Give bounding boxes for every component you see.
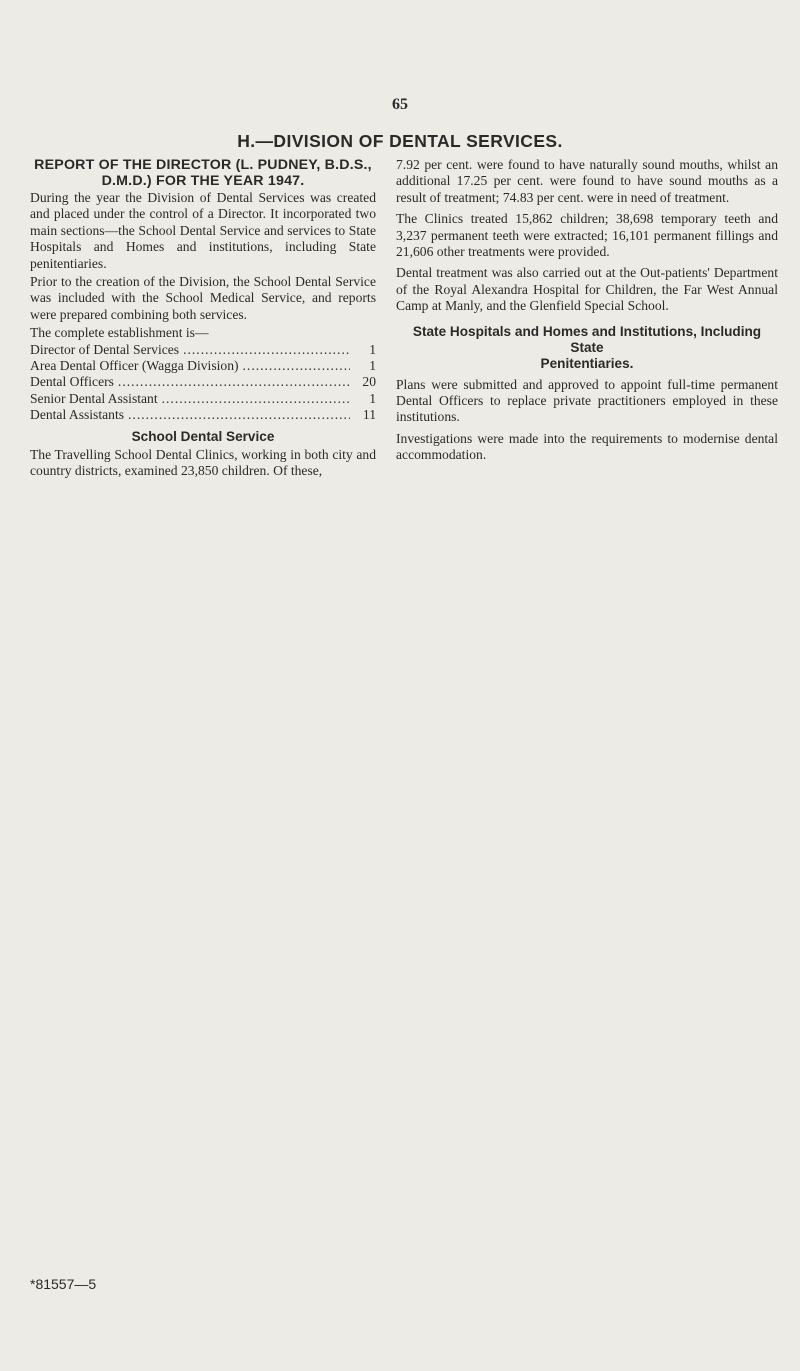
report-heading-line2: D.M.D.) FOR THE YEAR 1947. (101, 173, 305, 189)
dot-leader (162, 391, 350, 407)
staff-row (30, 374, 376, 390)
dot-leader (118, 374, 350, 390)
paragraph-clinics-treated: The Clinics treated 15,862 children; 38,698 temporary teeth and 3,237 permanent teeth were extracted; 16,101 permanent fillings and 21,606 other treatments were provided. (396, 211, 778, 260)
dot-leader (183, 342, 350, 358)
paragraph-travelling-clinics: The Travelling School Dental Clinics, working in both city and country districts, examined 23,850 children. Of these, (30, 446, 376, 479)
staff-list (30, 342, 376, 424)
staff-count: 1 (369, 341, 376, 357)
staff-row (30, 407, 376, 423)
staff-role: Senior Dental Assistant (30, 390, 158, 406)
staff-role: Dental Officers (30, 374, 114, 390)
page-title: H.—DIVISION OF DENTAL SERVICES. (237, 131, 563, 151)
establishment-intro: The complete establishment is— (30, 325, 209, 341)
staff-role: Director of Dental Services (30, 341, 180, 357)
report-heading-line1: REPORT OF THE DIRECTOR (L. PUDNEY, B.D.S., (34, 157, 372, 173)
staff-count: 1 (369, 358, 376, 374)
paragraph-plans-submitted: Plans were submitted and approved to appoint full-time permanent Dental Officers to replace private practitioners employed in these institutions. (396, 376, 778, 425)
footer-print-code: *81557—5 (30, 1276, 97, 1292)
state-heading-line2: Penitentiaries. (540, 355, 634, 371)
report-heading (30, 157, 376, 189)
state-heading-line1: State Hospitals and Homes and Institutions, Including State (412, 323, 762, 355)
paragraph-outpatients: Dental treatment was also carried out at the Out-patients' Department of the Royal Alexandra Hospital for Children, the Far West Annual Camp at Manly, and the Glenfield Special School. (396, 265, 778, 314)
staff-row (30, 342, 376, 358)
staff-role: Area Dental Officer (Wagga Division) (30, 358, 239, 374)
paragraph-prior-creation: Prior to the creation of the Division, the School Dental Service was included with the School Medical Service, and reports were prepared combining both services. (30, 274, 376, 322)
staff-row (30, 358, 376, 374)
dot-leader (243, 358, 350, 374)
staff-role: Dental Assistants (30, 407, 125, 423)
left-column (30, 157, 376, 482)
dot-leader (128, 407, 350, 423)
staff-count: 11 (362, 407, 376, 423)
paragraph-mouth-statistics: 7.92 per cent. were found to have naturally sound mouths, whilst an additional 17.25 per cent. were found to have sound mouths as a result of treatment; 74.83 per cent. were in need of treatment. (396, 157, 778, 205)
school-dental-service-heading: School Dental Service (131, 428, 275, 444)
paragraph-division-created: During the year the Division of Dental Services was created and placed under the control of a Director. It incorporated two main sections—the School Dental Service and services to State Hospitals and Homes and institutions, including State penitentiaries. (30, 190, 376, 271)
paragraph-investigations: Investigations were made into the requirements to modernise dental accommodation. (396, 430, 778, 463)
staff-count: 1 (369, 390, 376, 406)
staff-count: 20 (362, 374, 376, 390)
page-number: 65 (392, 96, 408, 113)
right-column (396, 157, 778, 469)
state-hospitals-heading (396, 324, 778, 372)
staff-row (30, 391, 376, 407)
